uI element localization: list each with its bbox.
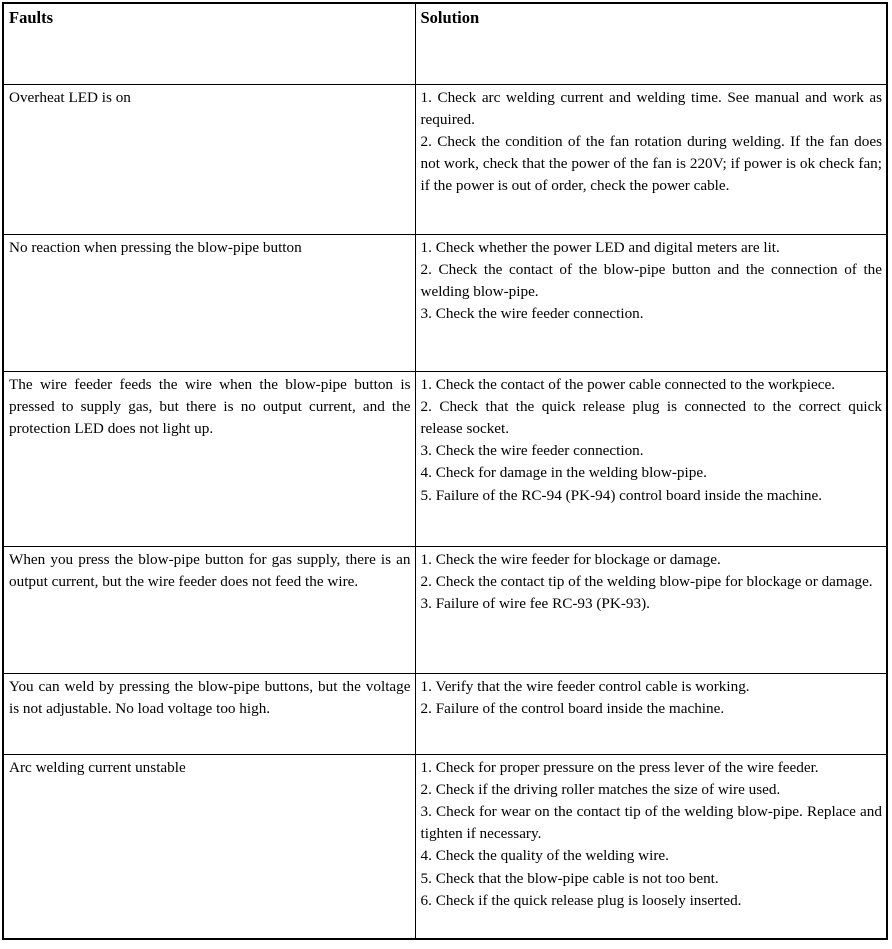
text-paragraph: When you press the blow-pipe button for gas supply, there is an output current, but the wire feeder does not feed the wire. bbox=[9, 551, 411, 591]
solution-cell bbox=[415, 372, 887, 547]
faults-solutions-table bbox=[2, 2, 888, 940]
solution-cell bbox=[415, 547, 887, 674]
solution-cell bbox=[415, 674, 887, 755]
text-paragraph: 2. Check the condition of the fan rotation during welding. If the fan does not work, check that the power of the fan is 220V; if power is ok check fan; if the power is out of order, check the power cable. bbox=[420, 133, 882, 195]
text-paragraph: You can weld by pressing the blow-pipe buttons, but the voltage is not adjustable. No load voltage too high. bbox=[9, 678, 411, 718]
table-header bbox=[3, 3, 887, 85]
text-paragraph: 2. Check that the quick release plug is connected to the correct quick release socket. bbox=[420, 398, 882, 438]
text-paragraph: 5. Failure of the RC-94 (PK-94) control board inside the machine. bbox=[420, 486, 823, 504]
table-row bbox=[3, 85, 887, 235]
text-paragraph: 1. Check for proper pressure on the press lever of the wire feeder. bbox=[420, 759, 819, 776]
column-header-faults: Faults bbox=[3, 3, 415, 85]
text-paragraph: Arc welding current unstable bbox=[9, 759, 186, 776]
text-paragraph: 1. Verify that the wire feeder control cable is working. bbox=[420, 678, 750, 695]
text-paragraph: 4. Check for damage in the welding blow-pipe. bbox=[420, 464, 707, 482]
text-paragraph: 1. Check arc welding current and welding time. See manual and work as required. bbox=[420, 89, 882, 129]
fault-cell bbox=[3, 755, 415, 940]
text-paragraph: 6. Check if the quick release plug is loosely inserted. bbox=[420, 891, 742, 909]
column-header-solution: Solution bbox=[415, 3, 887, 85]
text-paragraph: 1. Check the wire feeder for blockage or damage. bbox=[420, 551, 721, 568]
table-header-row bbox=[3, 3, 887, 85]
text-paragraph: 1. Check whether the power LED and digital meters are lit. bbox=[420, 239, 780, 256]
text-paragraph: No reaction when pressing the blow-pipe button bbox=[9, 239, 302, 256]
fault-cell bbox=[3, 547, 415, 674]
text-paragraph: 4. Check the quality of the welding wire. bbox=[420, 847, 669, 865]
text-paragraph: 2. Check if the driving roller matches the size of wire used. bbox=[420, 781, 781, 799]
text-paragraph: 2. Check the contact tip of the welding blow-pipe for blockage or damage. bbox=[420, 573, 873, 591]
text-paragraph: 3. Check the wire feeder connection. bbox=[420, 442, 644, 460]
table-row bbox=[3, 547, 887, 674]
table-row bbox=[3, 674, 887, 755]
table-row bbox=[3, 372, 887, 547]
text-paragraph: Overheat LED is on bbox=[9, 89, 131, 106]
solution-cell bbox=[415, 755, 887, 940]
table-row bbox=[3, 235, 887, 372]
fault-cell bbox=[3, 674, 415, 755]
fault-cell bbox=[3, 372, 415, 547]
table-body bbox=[3, 85, 887, 940]
fault-cell bbox=[3, 235, 415, 372]
text-paragraph: 2. Check the contact of the blow-pipe button and the connection of the welding blow-pipe. bbox=[420, 261, 882, 301]
text-paragraph: 3. Check for wear on the contact tip of the welding blow-pipe. Replace and tighten if necessary. bbox=[420, 803, 882, 843]
text-paragraph: The wire feeder feeds the wire when the blow-pipe button is pressed to supply gas, but there is no output current, and the protection LED does not light up. bbox=[9, 376, 411, 438]
text-paragraph: 1. Check the contact of the power cable connected to the workpiece. bbox=[420, 376, 836, 393]
solution-cell bbox=[415, 85, 887, 235]
text-paragraph: 3. Failure of wire fee RC-93 (PK-93). bbox=[420, 595, 650, 613]
solution-cell bbox=[415, 235, 887, 372]
text-paragraph: 2. Failure of the control board inside the machine. bbox=[420, 700, 725, 718]
fault-cell bbox=[3, 85, 415, 235]
table-row bbox=[3, 755, 887, 940]
text-paragraph: 5. Check that the blow-pipe cable is not too bent. bbox=[420, 869, 719, 887]
text-paragraph: 3. Check the wire feeder connection. bbox=[420, 305, 644, 323]
